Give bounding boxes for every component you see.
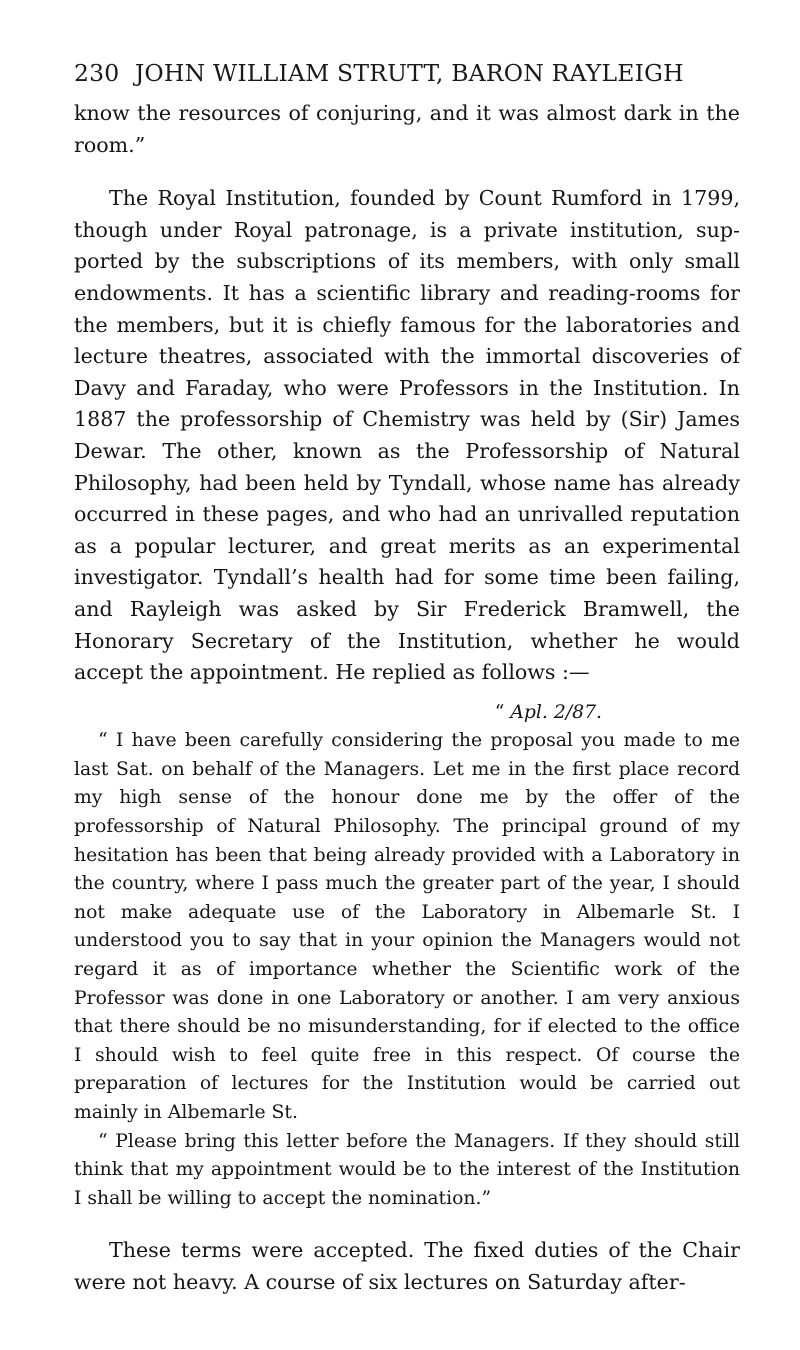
- letter-date-quote: “: [494, 701, 505, 723]
- letter-paragraph-2: “ Please bring this letter before the Managers. If they should still think that my appointment would be to the interest of the Institution I shall be willing to accept the nomination.”: [74, 1130, 740, 1209]
- letter-date-text: Apl. 2/87.: [510, 701, 602, 723]
- paragraph-continuation: know the resources of conjuring, and it was almost dark in the room.”: [74, 101, 740, 157]
- running-title: JOHN WILLIAM STRUTT, BARON RAYLEIGH: [134, 59, 684, 87]
- page-number: 230: [74, 59, 120, 87]
- running-head: [74, 58, 740, 88]
- letter-date: [74, 699, 740, 728]
- letter-paragraph-1: “ I have been carefully considering the proposal you made to me last Sat. on behalf of the Managers. Let me in the first place record my high sense of the honour done me by the offer of the professorship of Natural Philosophy. The principal ground of my hesitation has been that being already provided with a Laboratory in the country, where I pass much the greater part of the year, I should not make adequate use of the Laboratory in Albemarle St. I understood you to say that in your opinion the Managers would not regard it as of importance whether the Scientific work of the Professor was done in one Laboratory or another. I am very anxious that there should be no misunderstanding, for if elected to the office I should wish to feel quite free in this respect. Of course the preparation of lectures for the Institution would be carried out mainly in Albemarle St.: [74, 730, 740, 1123]
- paragraph-closing: These terms were accepted. The fixed duties of the Chair were not heavy. A course of six lectures on Saturday after-: [74, 1238, 740, 1294]
- paragraph-royal-institution: The Royal Institution, founded by Count Rumford in 1799, though under Royal patronage, is a private institution, supported by the subscriptions of its members, with only small endowments. It has a scientific library and reading-rooms for the members, but it is chiefly famous for the laboratories and lecture theatres, associated with the immortal discoveries of Davy and Faraday, who were Professors in the Institution. In 1887 the professorship of Chemistry was held by (Sir) James Dewar. The other, known as the Professorship of Natural Philosophy, had been held by Tyndall, whose name has already occurred in these pages, and who had an unrivalled reputation as a popular lecturer, and great merits as an experimental investigator. Tyndall’s health had for some time been failing, and Rayleigh was asked by Sir Frederick Bramwell, the Honorary Secretary of the Institution, whether he would accept the appointment. He replied as follows :—: [74, 186, 740, 685]
